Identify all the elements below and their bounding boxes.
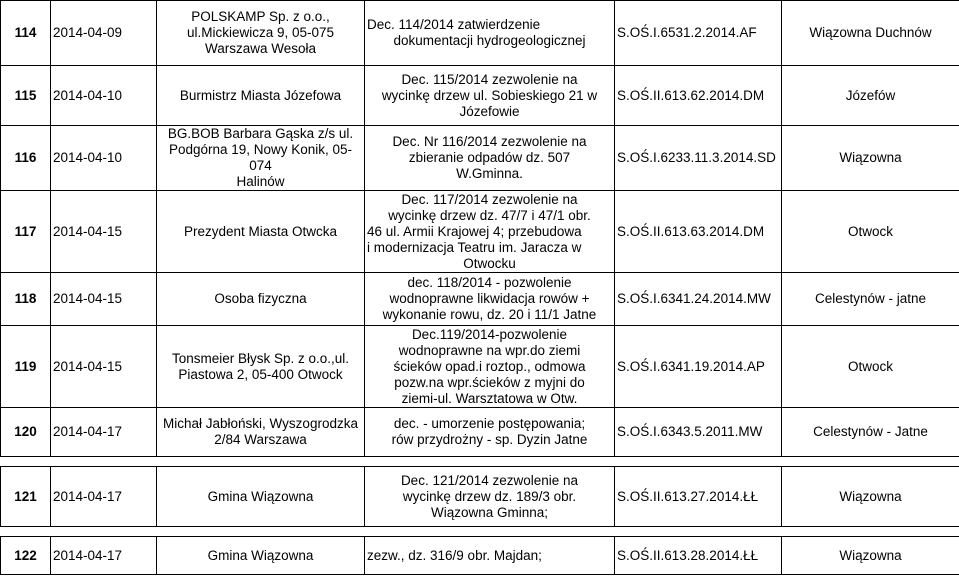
applicant-line: Warszawa Wesoła [204, 41, 317, 56]
applicant-line: Michał Jabłoński, Wyszogrodzka [163, 416, 358, 431]
location: Celestynów - jatne [782, 273, 959, 326]
location: Józefów [782, 66, 959, 126]
entry-date: 2014-04-10 [51, 126, 157, 191]
entry-number: 121 [1, 467, 51, 527]
entry-number: 119 [1, 326, 51, 408]
applicant-line: Podgórna 19, Nowy Konik, 05-074 [168, 142, 353, 173]
applicant [157, 326, 365, 408]
entry-number: 114 [1, 1, 51, 66]
applicant-line: POLSKAMP Sp. z o.o., [191, 9, 330, 24]
decision-line: wodnoprawne likwidacja rowów + [389, 291, 590, 306]
entry-date: 2014-04-10 [51, 66, 157, 126]
decision-line: Dec. 115/2014 zezwolenie na [401, 71, 578, 87]
decision-line: Dec. 114/2014 zatwierdzenie [367, 17, 541, 32]
decision-line: ścieków opad.i roztop., odmowa [393, 358, 586, 374]
decision-line: Dec. 117/2014 zezwolenie na [401, 191, 578, 207]
location: Otwock [782, 191, 959, 273]
case-signature: S.OŚ.I.6343.5.2011.MW [615, 408, 782, 457]
applicant-line: Tonsmeier Błysk Sp. z o.o.,ul. [171, 350, 350, 366]
case-signature: S.OŚ.I.6341.24.2014.MW [615, 273, 782, 326]
decision-line: Wiązowna Gminna; [430, 504, 549, 520]
decision-line: 46 ul. Armii Krajowej 4; przebudowa [367, 223, 582, 239]
table-row [1, 191, 959, 273]
applicant-line: Halinów [236, 174, 285, 189]
decision-line: dokumentacji hydrogeologicznej [393, 33, 586, 48]
decision-line: pozw.na wpr.ścieków z myjni do [394, 374, 585, 390]
applicant-line: ul.Mickiewicza 9, 05-075 [186, 25, 335, 40]
decision-line: i modernizacja Teatru im. Jaracza w [367, 239, 582, 255]
table-row [1, 467, 959, 527]
table-row [1, 326, 959, 408]
decision-line: wycinkę drzew dz. 189/3 obr. [402, 488, 577, 504]
applicant [157, 126, 365, 191]
table-row [1, 408, 959, 457]
case-signature: S.OŚ.I.6531.2.2014.AF [615, 1, 782, 66]
entry-number: 118 [1, 273, 51, 326]
table-row [1, 66, 959, 126]
decision-description [365, 66, 615, 126]
decision-description [365, 1, 615, 66]
entry-date: 2014-04-09 [51, 1, 157, 66]
decision-line: Dec. Nr 116/2014 zezwolenie na [392, 134, 587, 149]
applicant-line: Piastowa 2, 05-400 Otwock [178, 366, 343, 382]
decision-line: dec. 118/2014 - pozwolenie [407, 275, 572, 290]
applicant [157, 66, 365, 126]
table-row [1, 537, 959, 575]
entry-date: 2014-04-15 [51, 326, 157, 408]
case-signature: S.OŚ.II.613.63.2014.DM [615, 191, 782, 273]
location: Wiązowna [782, 467, 959, 527]
decision-description [365, 537, 615, 575]
decision-line: wycinkę drzew ul. Sobieskiego 21 w [381, 87, 598, 103]
decision-line: ziemi-ul. Warsztatowa w Otw. [401, 390, 578, 406]
applicant-line: Gmina Wiązowna [207, 488, 314, 504]
applicant-line: Burmistrz Miasta Józefowa [179, 87, 342, 103]
entry-number: 122 [1, 537, 51, 575]
location: Celestynów - Jatne [782, 408, 959, 457]
applicant [157, 273, 365, 326]
table-row [1, 126, 959, 191]
location: Otwock [782, 326, 959, 408]
decision-line: zezw., dz. 316/9 obr. Majdan; [367, 547, 542, 563]
case-signature: S.OŚ.II.613.62.2014.DM [615, 66, 782, 126]
decision-line: Dec.119/2014-pozwolenie [411, 326, 568, 342]
decision-line: Józefowie [459, 103, 520, 119]
decision-description [365, 126, 615, 191]
table-row [1, 273, 959, 326]
decision-line: wykonanie rowu, dz. 20 i 11/1 Jatne [382, 307, 597, 322]
location: Wiązowna [782, 126, 959, 191]
location: Wiązowna Duchnów [782, 1, 959, 66]
row-separator [1, 457, 959, 467]
decision-line: rów przydrożny - sp. Dyzin Jatne [391, 432, 588, 447]
decision-line: wodnoprawne na wpr.do ziemi [398, 342, 581, 358]
case-signature: S.OŚ.II.613.27.2014.ŁŁ [615, 467, 782, 527]
entry-date: 2014-04-17 [51, 537, 157, 575]
row-separator [1, 527, 959, 537]
case-signature: S.OŚ.I.6233.11.3.2014.SD [615, 126, 782, 191]
entry-date: 2014-04-17 [51, 408, 157, 457]
decision-line: Otwocku [463, 255, 516, 271]
decision-description [365, 191, 615, 273]
applicant-line: 2/84 Warszawa [214, 432, 307, 447]
applicant [157, 408, 365, 457]
case-signature: S.OŚ.I.6341.19.2014.AP [615, 326, 782, 408]
applicant [157, 467, 365, 527]
decision-line: dec. - umorzenie postępowania; [393, 416, 586, 431]
decision-description [365, 273, 615, 326]
applicant-line: BG.BOB Barbara Gąska z/s ul. [167, 126, 354, 141]
entry-number: 120 [1, 408, 51, 457]
applicant-line: Prezydent Miasta Otwcka [183, 223, 338, 239]
table-row [1, 1, 959, 66]
applicant-line: Gmina Wiązowna [207, 547, 314, 563]
entry-number: 116 [1, 126, 51, 191]
applicant [157, 537, 365, 575]
applicant-line: Osoba fizyczna [214, 291, 307, 306]
decision-line: Dec. 121/2014 zezwolenie na [400, 472, 579, 488]
entry-date: 2014-04-15 [51, 273, 157, 326]
decision-description [365, 408, 615, 457]
entry-date: 2014-04-17 [51, 467, 157, 527]
decision-line: zbieranie odpadów dz. 507 [408, 150, 571, 165]
applicant [157, 1, 365, 66]
decision-description [365, 467, 615, 527]
case-signature: S.OŚ.II.613.28.2014.ŁŁ [615, 537, 782, 575]
entry-number: 117 [1, 191, 51, 273]
decision-line: W.Gminna. [456, 166, 523, 181]
decision-line: wycinkę drzew dz. 47/7 i 47/1 obr. [388, 207, 591, 223]
decision-description [365, 326, 615, 408]
location: Wiązowna [782, 537, 959, 575]
entry-number: 115 [1, 66, 51, 126]
entry-date: 2014-04-15 [51, 191, 157, 273]
applicant [157, 191, 365, 273]
